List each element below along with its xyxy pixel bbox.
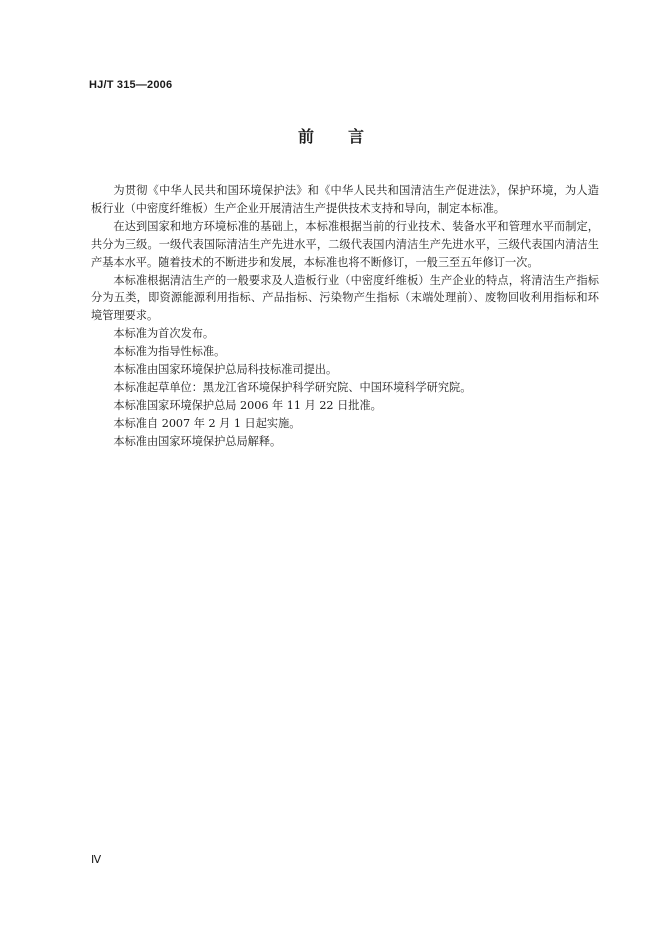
paragraph-indicators: 本标准根据清洁生产的一般要求及人造板行业（中密度纤维板）生产企业的特点，将清洁生产指标分为五类，即资源能源利用指标、产品指标、污染物产生指标（末端处理前）、废物回收利用指标和环境管理要求。	[91, 273, 599, 323]
paragraph-interpretation: 本标准由国家环境保护总局解释。	[113, 434, 282, 448]
page-title	[0, 124, 662, 147]
paragraph-approval: 本标准国家环境保护总局 2006 年 11 月 22 日批准。	[113, 398, 382, 412]
paragraph-drafting-units: 本标准起草单位：黑龙江省环境保护科学研究院、中国环境科学研究院。	[113, 380, 472, 394]
paragraph-levels: 在达到国家和地方环境标准的基础上，本标准根据当前的行业技术、装备水平和管理水平而制定，共分为三级。一级代表国际清洁生产先进水平，二级代表国内清洁生产先进水平，三级代表国内清洁生产基本水平。随着技术的不断进步和发展，本标准也将不断修订，一般三至五年修订一次。	[91, 219, 599, 269]
paragraph-purpose: 为贯彻《中华人民共和国环境保护法》和《中华人民共和国清洁生产促进法》，保护环境，为人造板行业（中密度纤维板）生产企业开展清洁生产提供技术支持和导向，制定本标准。	[91, 184, 599, 215]
paragraph-implementation: 本标准自 2007 年 2 月 1 日起实施。	[113, 416, 301, 430]
paragraph-proposed-by: 本标准由国家环境保护总局科技标准司提出。	[113, 363, 338, 377]
title-char-1: 前	[297, 127, 314, 146]
paragraph-guidance: 本标准为指导性标准。	[113, 345, 226, 359]
page-number: Ⅳ	[91, 854, 102, 866]
standard-code: HJ/T 315—2006	[89, 79, 173, 91]
paragraph-first-release: 本标准为首次发布。	[113, 327, 215, 341]
foreword-body	[91, 182, 599, 451]
title-char-2: 言	[348, 127, 365, 146]
